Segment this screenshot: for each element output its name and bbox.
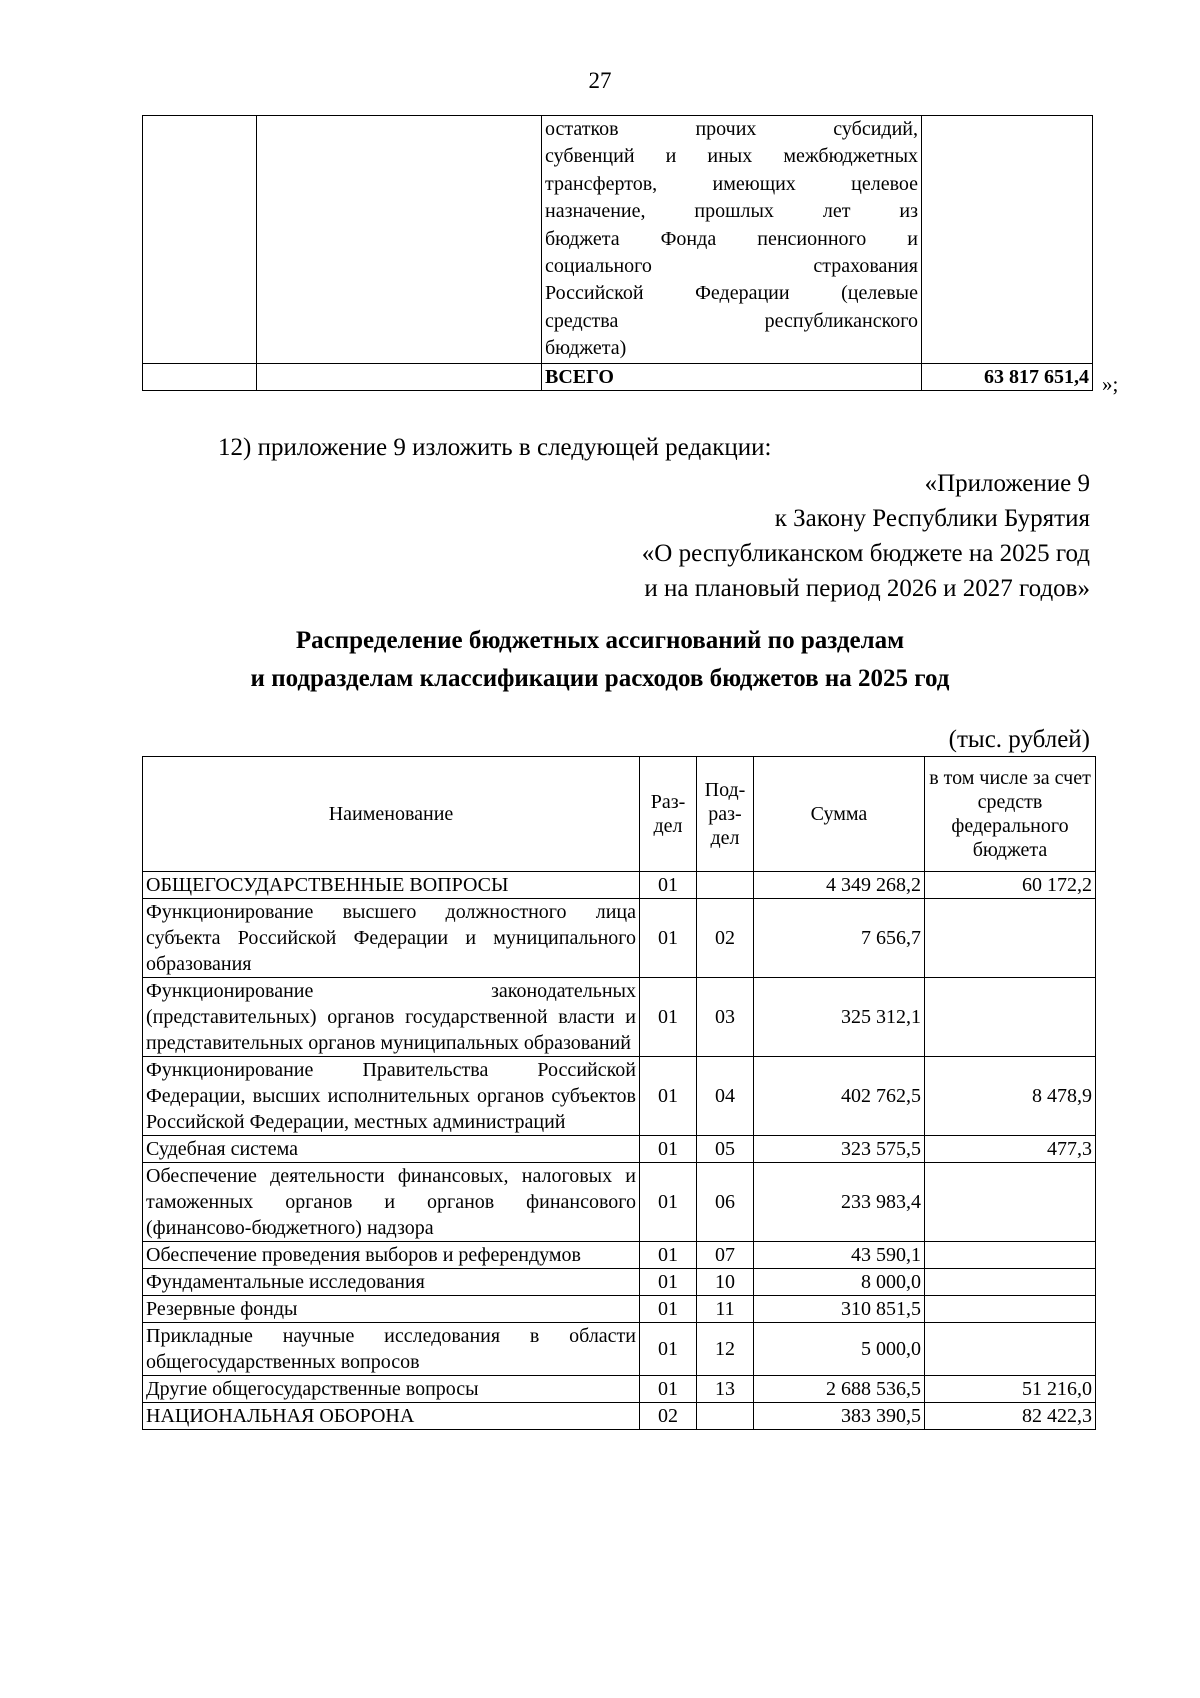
table-header-row [143, 757, 1096, 872]
table-row: Функционирование законодательных (представительных) органов государственной власти и представительных органов муниципальных образований 01 03 325 312,1 [143, 978, 1096, 1057]
table-row: НАЦИОНАЛЬНАЯ ОБОРОНА 02 383 390,5 82 422,3 [143, 1403, 1096, 1430]
table-row: Другие общегосударственные вопросы 01 13 2 688 536,5 51 216,0 [143, 1376, 1096, 1403]
table-row: ОБЩЕГОСУДАРСТВЕННЫЕ ВОПРОСЫ 01 4 349 268,2 60 172,2 [143, 872, 1096, 899]
table-row: Функционирование высшего должностного лица субъекта Российской Федерации и муниципального образования 01 02 7 656,7 [143, 899, 1096, 978]
appendix-header: «Приложение 9 к Закону Республики Бурятия «О республиканском бюджете на 2025 год и на плановый период 2026 и 2027 годов» [641, 470, 1090, 602]
col-subsection-header: Под-раз-дел [697, 757, 754, 872]
unit-label: (тыс. рублей) [948, 726, 1090, 753]
table-row: Фундаментальные исследования 01 10 8 000,0 [143, 1269, 1096, 1296]
col-federal-header: в том числе за счет средств федерального бюджета [925, 757, 1096, 872]
table-row [143, 116, 1093, 364]
description-cell: остатков прочих субсидий, субвенций и иных межбюджетных трансфертов, имеющих целевое назначение, прошлых лет из бюджета Фонда пенсионного и социального страхования Российской Федерации (целевые средства республиканского бюджета) [542, 116, 922, 364]
document-title: Распределение бюджетных ассигнований по разделам и подразделам классификации расходов бюджетов на 2025 год [250, 627, 950, 692]
close-quote: »; [1102, 372, 1119, 396]
budget-table [142, 756, 1096, 1430]
col-sum-header: Сумма [754, 757, 925, 872]
page-number: 27 [588, 68, 612, 93]
total-label: ВСЕГО [542, 363, 922, 390]
table-row: Судебная система 01 05 323 575,5 477,3 [143, 1136, 1096, 1163]
item-line: 12) приложение 9 изложить в следующей редакции: [218, 434, 772, 461]
total-row [143, 363, 1093, 390]
continuation-table [142, 115, 1093, 391]
table-row: Обеспечение проведения выборов и референдумов 01 07 43 590,1 [143, 1242, 1096, 1269]
total-value: 63 817 651,4 [922, 363, 1093, 390]
table-row: Прикладные научные исследования в области общегосударственных вопросов 01 12 5 000,0 [143, 1323, 1096, 1376]
table-row: Обеспечение деятельности финансовых, налоговых и таможенных органов и органов финансового (финансово-бюджетного) надзора 01 06 233 983,4 [143, 1163, 1096, 1242]
table-row: Резервные фонды 01 11 310 851,5 [143, 1296, 1096, 1323]
col-section-header: Раз-дел [640, 757, 697, 872]
table-row: Функционирование Правительства Российской Федерации, высших исполнительных органов субъектов Российской Федерации, местных администраций 01 04 402 762,5 8 478,9 [143, 1057, 1096, 1136]
col-name-header: Наименование [143, 757, 640, 872]
